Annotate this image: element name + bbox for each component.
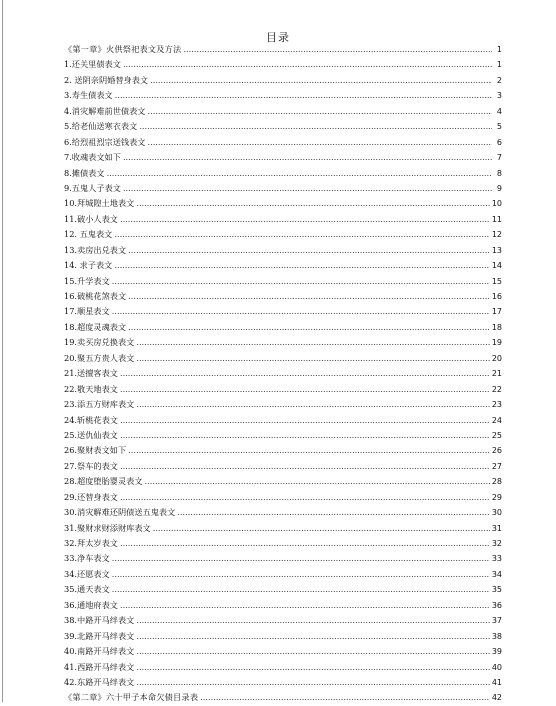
toc-entry-label: 17.顺星表文 (64, 306, 110, 317)
toc-entry-label: 34.还愿表文 (64, 568, 110, 579)
toc-entry-label: 12. 五鬼表文 (64, 229, 113, 240)
toc-entry[interactable] (64, 505, 502, 520)
toc-entry-page-number: 12 (491, 230, 502, 240)
toc-entry-label: 2. 送阴亲阴婚替身表文 (64, 74, 149, 85)
dot-leader (120, 382, 490, 397)
toc-entry-label: 19.卖买房兑换表文 (64, 337, 135, 348)
toc-entry-page-number: 13 (491, 245, 502, 255)
toc-entry-page-number: 9 (496, 183, 502, 193)
toc-entry[interactable] (64, 73, 502, 88)
toc-entry-page-number: 18 (491, 322, 502, 332)
dot-leader (120, 428, 490, 443)
dot-leader (148, 135, 493, 150)
dot-leader (177, 505, 490, 520)
toc-entry-label: 6.给烈祖烈宗送钱表文 (64, 136, 146, 147)
toc-entry-label: 9.五鬼人子表文 (64, 182, 121, 193)
toc-entry[interactable] (64, 181, 502, 196)
toc-entry[interactable] (64, 629, 502, 644)
toc-entry[interactable] (64, 88, 502, 103)
toc-entry[interactable] (64, 320, 502, 335)
dot-leader (153, 521, 490, 536)
toc-entry[interactable] (64, 150, 502, 165)
toc-entry-page-number: 26 (491, 446, 502, 456)
dot-leader (136, 351, 489, 366)
dot-leader (136, 629, 489, 644)
toc-title: 目录 (266, 31, 290, 44)
toc-entry-page-number: 22 (491, 384, 502, 394)
toc-entry-label: 14. 求子表文 (64, 260, 113, 271)
toc-entry-page-number: 11 (491, 214, 502, 224)
toc-entry[interactable] (64, 567, 502, 582)
toc-entry[interactable] (64, 660, 502, 675)
toc-entry-page-number: 23 (491, 400, 502, 410)
toc-entry-label: 27.祭车的表文 (64, 460, 118, 471)
toc-entry-page-number: 34 (491, 569, 502, 579)
toc-entry-label: 24.斩桃花表文 (64, 414, 118, 425)
dot-leader (120, 598, 490, 613)
toc-entry-page-number: 33 (491, 554, 502, 564)
toc-entry-page-number: 27 (491, 461, 502, 471)
toc-entry[interactable] (64, 443, 502, 458)
toc-entry-label: 1.还关里债表文 (64, 59, 121, 70)
dot-leader (112, 551, 490, 566)
toc-entry-page-number: 20 (491, 353, 502, 363)
dot-leader (200, 690, 490, 705)
toc-entry-page-number: 19 (491, 338, 502, 348)
dot-leader (120, 536, 490, 551)
toc-entry-page-number: 1 (496, 45, 502, 54)
toc-entry-label: 11.破小人表文 (64, 213, 118, 224)
dot-leader (114, 258, 489, 273)
dot-leader (112, 304, 490, 319)
dot-leader (123, 181, 492, 196)
toc-entry[interactable] (64, 613, 502, 628)
toc-entry-page-number: 3 (496, 91, 502, 101)
toc-entry[interactable] (64, 304, 502, 319)
dot-leader (115, 88, 492, 103)
toc-entry-page-number: 14 (491, 261, 502, 271)
dot-leader (183, 42, 492, 57)
toc-entry[interactable] (64, 598, 502, 613)
toc-entry[interactable] (64, 582, 502, 597)
toc-entry-label: 32.拜太岁表文 (64, 538, 118, 548)
dot-leader (120, 490, 490, 505)
toc-entry-label: 20.聚五方贵人表文 (64, 352, 135, 363)
toc-entry-label: 31.聚财求财添财库表文 (64, 522, 151, 533)
dot-leader (128, 443, 490, 458)
dot-leader (136, 196, 489, 211)
toc-entry-page-number: 10 (491, 199, 502, 209)
toc-entry-label: 26.聚财表文如下 (64, 445, 127, 456)
toc-entry[interactable] (64, 490, 502, 505)
toc-entry[interactable] (64, 690, 502, 705)
dot-leader (145, 474, 490, 489)
toc-entry-label: 30.消灾解难还阴债送五鬼表文 (64, 507, 176, 518)
toc-entry-page-number: 31 (491, 523, 502, 533)
dot-leader (120, 413, 490, 428)
toc-entry-page-number: 2 (496, 75, 502, 85)
dot-leader (107, 166, 492, 181)
toc-entry[interactable] (64, 274, 502, 289)
toc-entry-page-number: 15 (491, 276, 502, 286)
page-edge-line (2, 0, 3, 702)
toc-entry-label: 29.还替身表文 (64, 491, 118, 502)
dot-leader (136, 644, 489, 659)
dot-leader (128, 289, 490, 304)
toc-entry[interactable] (64, 227, 502, 242)
toc-entry-page-number: 6 (496, 137, 502, 147)
toc-entry-label: 22.敬天地表文 (64, 383, 118, 394)
toc-entry-page-number: 38 (491, 631, 502, 641)
toc-entry[interactable] (64, 366, 502, 381)
toc-entry-label: 40.南路开马绊表文 (64, 646, 135, 657)
dot-leader (112, 567, 490, 582)
toc-entry[interactable] (64, 335, 502, 350)
toc-entry[interactable] (64, 289, 502, 304)
toc-entry-page-number: 39 (491, 647, 502, 657)
toc-entry-label: 《第二章》六十甲子本命欠债目录表 (64, 692, 199, 703)
toc-entry-label: 18.超度灵魂表文 (64, 321, 127, 332)
toc-entry-page-number: 8 (496, 168, 502, 178)
toc-entry-page-number: 40 (491, 662, 502, 672)
toc-entry-label: 39.北路开马绊表文 (64, 630, 135, 641)
toc-entry[interactable] (64, 397, 502, 412)
dot-leader (120, 366, 490, 381)
dot-leader (112, 582, 490, 597)
dot-leader (136, 397, 489, 412)
toc-entry[interactable] (64, 536, 502, 551)
toc-entry-page-number: 30 (491, 508, 502, 518)
toc-entry-page-number: 29 (491, 492, 502, 502)
toc-entry[interactable] (64, 258, 502, 273)
toc-entry-label: 42.东路开马绊表文 (64, 676, 135, 687)
toc-entry-page-number: 32 (491, 539, 502, 548)
dot-leader (112, 274, 490, 289)
dot-leader (136, 675, 489, 690)
toc-entry-page-number: 21 (491, 369, 502, 379)
toc-entry-label: 3.寿生债表文 (64, 90, 113, 101)
toc-entry[interactable] (64, 42, 502, 57)
dot-leader (120, 459, 490, 474)
toc-entry-page-number: 37 (491, 616, 502, 626)
toc-entry-page-number: 42 (491, 693, 502, 703)
toc-entry[interactable] (64, 459, 502, 474)
dot-leader (128, 243, 490, 258)
dot-leader (114, 227, 489, 242)
toc-entry-label: 33.净车表文 (64, 553, 110, 564)
toc-entry[interactable] (64, 243, 502, 258)
toc-entry[interactable] (64, 104, 502, 119)
toc-entry-label: 5.给老仙送寒衣表文 (64, 121, 138, 132)
toc-entry-label: 10.拜城隍土地表文 (64, 198, 135, 209)
dot-leader (148, 104, 493, 119)
toc-entry[interactable] (64, 474, 502, 489)
toc-entry[interactable] (64, 428, 502, 443)
toc-entry-page-number: 7 (496, 153, 502, 163)
toc-entry-page-number: 5 (496, 122, 502, 132)
toc-entry-label: 35.通天表文 (64, 584, 110, 595)
toc-entry[interactable] (64, 196, 502, 211)
dot-leader (139, 119, 492, 134)
toc-entry-label: 23.添五方财库表文 (64, 399, 135, 410)
toc-entry[interactable] (64, 166, 502, 181)
toc-entry-page-number: 1 (496, 60, 502, 70)
toc-entry-page-number: 4 (496, 106, 502, 116)
toc-entry-page-number: 36 (491, 600, 502, 610)
dot-leader (150, 73, 492, 88)
dot-leader (128, 320, 490, 335)
dot-leader (136, 335, 489, 350)
toc-entry[interactable] (64, 551, 502, 566)
table-of-contents (64, 42, 502, 706)
toc-entry[interactable] (64, 135, 502, 150)
dot-leader (123, 150, 492, 165)
toc-entry-page-number: 24 (491, 415, 502, 425)
toc-entry-label: 13.卖房出兑表文 (64, 244, 127, 255)
toc-entry-label: 15.升学表文 (64, 275, 110, 286)
dot-leader (120, 212, 490, 227)
toc-entry[interactable] (64, 57, 502, 72)
toc-entry-label: 21.送擅客表文 (64, 368, 118, 379)
toc-entry[interactable] (64, 413, 502, 428)
toc-entry-label: 36.通地府表文 (64, 599, 118, 610)
toc-entry-label: 28.超度堕胎婴灵表文 (64, 476, 143, 487)
toc-entry-page-number: 25 (491, 430, 502, 440)
toc-entry-label: 7.收魂表文如下 (64, 152, 121, 163)
toc-entry-page-number: 35 (491, 585, 502, 595)
toc-entry-page-number: 16 (491, 292, 502, 301)
toc-entry-page-number: 41 (491, 677, 502, 687)
toc-entry[interactable] (64, 351, 502, 366)
dot-leader (123, 57, 492, 72)
toc-entry-label: 41.西路开马绊表文 (64, 661, 135, 672)
toc-entry[interactable] (64, 212, 502, 227)
toc-entry[interactable] (64, 382, 502, 397)
dot-leader (136, 613, 489, 628)
toc-entry[interactable] (64, 119, 502, 134)
toc-entry[interactable] (64, 675, 502, 690)
toc-entry-label: 4.消灾解难前世债表文 (64, 105, 146, 116)
toc-entry-label: 16.破桃花煞表文 (64, 291, 127, 301)
toc-entry-label: 《第一章》火供祭祀表文及方法 (64, 44, 182, 54)
toc-entry-label: 25.送仇仙表文 (64, 429, 118, 440)
toc-entry-label: 38.中路开马绊表文 (64, 615, 135, 626)
dot-leader (136, 660, 489, 675)
toc-entry-page-number: 17 (491, 307, 502, 317)
toc-entry-label: 8.摊债表文 (64, 167, 105, 178)
toc-entry-page-number: 28 (491, 477, 502, 487)
toc-entry[interactable] (64, 521, 502, 536)
toc-entry[interactable] (64, 644, 502, 659)
